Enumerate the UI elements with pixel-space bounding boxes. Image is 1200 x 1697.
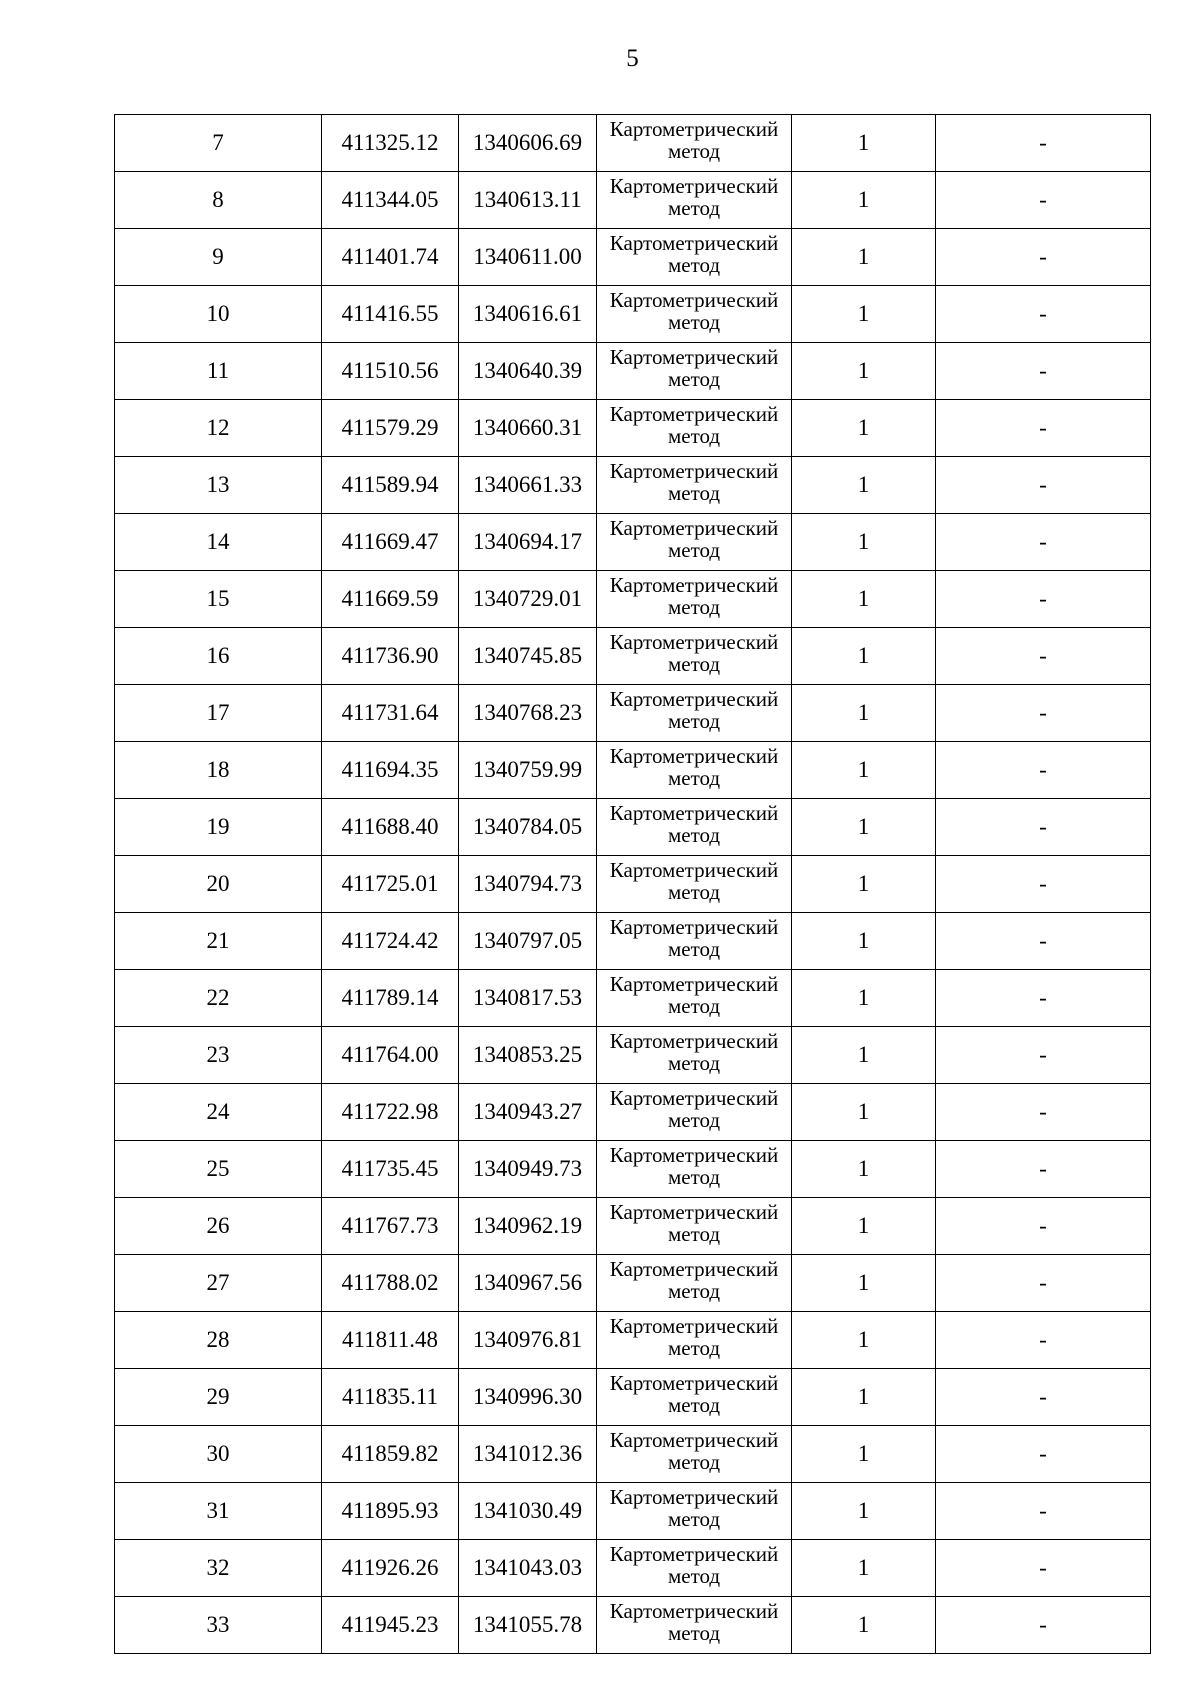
- x-coordinate-cell: 411731.64: [322, 685, 459, 742]
- method-line-2: метод: [667, 253, 721, 277]
- y-coordinate-cell: 1340613.11: [459, 172, 597, 229]
- point-number-cell: 19: [115, 799, 322, 856]
- x-coordinate-cell: 411694.35: [322, 742, 459, 799]
- x-coordinate-cell: 411589.94: [322, 457, 459, 514]
- note-cell: -: [936, 799, 1151, 856]
- method-cell: [597, 514, 792, 571]
- x-coordinate-cell: 411735.45: [322, 1141, 459, 1198]
- method-line-1: Картометрический: [609, 858, 779, 882]
- point-number-cell: 23: [115, 1027, 322, 1084]
- method-line-1: Картометрический: [609, 402, 779, 426]
- x-coordinate-cell: 411945.23: [322, 1597, 459, 1654]
- point-number-cell: 17: [115, 685, 322, 742]
- table-row: [115, 742, 1151, 799]
- method-cell: [597, 115, 792, 172]
- accuracy-cell: 1: [792, 628, 936, 685]
- point-number-cell: 12: [115, 400, 322, 457]
- point-number-cell: 15: [115, 571, 322, 628]
- point-number-cell: 31: [115, 1483, 322, 1540]
- point-number-cell: 21: [115, 913, 322, 970]
- method-line-1: Картометрический: [609, 915, 779, 939]
- point-number-cell: 11: [115, 343, 322, 400]
- note-cell: -: [936, 1540, 1151, 1597]
- table-row: [115, 229, 1151, 286]
- x-coordinate-cell: 411811.48: [322, 1312, 459, 1369]
- y-coordinate-cell: 1340797.05: [459, 913, 597, 970]
- method-line-1: Картометрический: [609, 345, 779, 369]
- y-coordinate-cell: 1340962.19: [459, 1198, 597, 1255]
- y-coordinate-cell: 1341055.78: [459, 1597, 597, 1654]
- note-cell: -: [936, 571, 1151, 628]
- point-number-cell: 9: [115, 229, 322, 286]
- note-cell: -: [936, 1141, 1151, 1198]
- method-line-2: метод: [667, 1279, 721, 1303]
- x-coordinate-cell: 411835.11: [322, 1369, 459, 1426]
- note-cell: -: [936, 1198, 1151, 1255]
- accuracy-cell: 1: [792, 343, 936, 400]
- method-line-2: метод: [667, 367, 721, 391]
- accuracy-cell: 1: [792, 1255, 936, 1312]
- table-row: [115, 1198, 1151, 1255]
- method-line-1: Картометрический: [609, 459, 779, 483]
- table-row: [115, 913, 1151, 970]
- accuracy-cell: 1: [792, 1198, 936, 1255]
- method-cell: [597, 571, 792, 628]
- method-cell: [597, 1027, 792, 1084]
- x-coordinate-cell: 411724.42: [322, 913, 459, 970]
- x-coordinate-cell: 411579.29: [322, 400, 459, 457]
- y-coordinate-cell: 1340949.73: [459, 1141, 597, 1198]
- table-row: [115, 115, 1151, 172]
- method-cell: [597, 457, 792, 514]
- point-number-cell: 33: [115, 1597, 322, 1654]
- table-row: [115, 1597, 1151, 1654]
- accuracy-cell: 1: [792, 1027, 936, 1084]
- point-number-cell: 26: [115, 1198, 322, 1255]
- point-number-cell: 14: [115, 514, 322, 571]
- point-number-cell: 16: [115, 628, 322, 685]
- table-row: [115, 400, 1151, 457]
- accuracy-cell: 1: [792, 115, 936, 172]
- table-body: [115, 115, 1151, 1654]
- note-cell: -: [936, 343, 1151, 400]
- method-line-2: метод: [667, 1507, 721, 1531]
- table-row: [115, 799, 1151, 856]
- method-line-1: Картометрический: [609, 1314, 779, 1338]
- method-cell: [597, 1312, 792, 1369]
- method-line-2: метод: [667, 1393, 721, 1417]
- point-number-cell: 8: [115, 172, 322, 229]
- method-cell: [597, 1084, 792, 1141]
- x-coordinate-cell: 411669.47: [322, 514, 459, 571]
- accuracy-cell: 1: [792, 1426, 936, 1483]
- method-line-1: Картометрический: [609, 744, 779, 768]
- point-number-cell: 24: [115, 1084, 322, 1141]
- note-cell: -: [936, 229, 1151, 286]
- y-coordinate-cell: 1341030.49: [459, 1483, 597, 1540]
- method-line-1: Картометрический: [609, 1371, 779, 1395]
- method-cell: [597, 1597, 792, 1654]
- table-row: [115, 856, 1151, 913]
- table-row: [115, 514, 1151, 571]
- method-line-2: метод: [667, 196, 721, 220]
- x-coordinate-cell: 411736.90: [322, 628, 459, 685]
- method-line-1: Картометрический: [609, 1029, 779, 1053]
- x-coordinate-cell: 411401.74: [322, 229, 459, 286]
- method-cell: [597, 685, 792, 742]
- method-line-1: Картометрический: [609, 573, 779, 597]
- y-coordinate-cell: 1341043.03: [459, 1540, 597, 1597]
- table-row: [115, 1483, 1151, 1540]
- note-cell: -: [936, 400, 1151, 457]
- x-coordinate-cell: 411725.01: [322, 856, 459, 913]
- note-cell: -: [936, 1483, 1151, 1540]
- method-line-1: Картометрический: [609, 1200, 779, 1224]
- note-cell: -: [936, 1027, 1151, 1084]
- method-line-1: Картометрический: [609, 801, 779, 825]
- point-number-cell: 22: [115, 970, 322, 1027]
- accuracy-cell: 1: [792, 1141, 936, 1198]
- note-cell: -: [936, 457, 1151, 514]
- method-cell: [597, 286, 792, 343]
- method-line-1: Картометрический: [609, 1257, 779, 1281]
- method-cell: [597, 1255, 792, 1312]
- method-line-2: метод: [667, 994, 721, 1018]
- table-row: [115, 172, 1151, 229]
- accuracy-cell: 1: [792, 172, 936, 229]
- accuracy-cell: 1: [792, 514, 936, 571]
- table-row: [115, 1369, 1151, 1426]
- x-coordinate-cell: 411325.12: [322, 115, 459, 172]
- y-coordinate-cell: 1340616.61: [459, 286, 597, 343]
- table-row: [115, 571, 1151, 628]
- accuracy-cell: 1: [792, 685, 936, 742]
- method-line-1: Картометрический: [609, 288, 779, 312]
- y-coordinate-cell: 1340853.25: [459, 1027, 597, 1084]
- x-coordinate-cell: 411510.56: [322, 343, 459, 400]
- accuracy-cell: 1: [792, 970, 936, 1027]
- coordinates-table: [114, 114, 1151, 1654]
- method-line-2: метод: [667, 1108, 721, 1132]
- method-line-2: метод: [667, 652, 721, 676]
- y-coordinate-cell: 1340606.69: [459, 115, 597, 172]
- accuracy-cell: 1: [792, 1483, 936, 1540]
- note-cell: -: [936, 514, 1151, 571]
- note-cell: -: [936, 856, 1151, 913]
- y-coordinate-cell: 1340817.53: [459, 970, 597, 1027]
- accuracy-cell: 1: [792, 1084, 936, 1141]
- method-cell: [597, 343, 792, 400]
- accuracy-cell: 1: [792, 913, 936, 970]
- table-row: [115, 1255, 1151, 1312]
- note-cell: -: [936, 1255, 1151, 1312]
- note-cell: -: [936, 172, 1151, 229]
- point-number-cell: 18: [115, 742, 322, 799]
- x-coordinate-cell: 411722.98: [322, 1084, 459, 1141]
- method-line-2: метод: [667, 937, 721, 961]
- x-coordinate-cell: 411926.26: [322, 1540, 459, 1597]
- accuracy-cell: 1: [792, 1312, 936, 1369]
- method-cell: [597, 1540, 792, 1597]
- note-cell: -: [936, 1597, 1151, 1654]
- table-row: [115, 628, 1151, 685]
- y-coordinate-cell: 1340729.01: [459, 571, 597, 628]
- method-line-1: Картометрический: [609, 1485, 779, 1509]
- accuracy-cell: 1: [792, 229, 936, 286]
- note-cell: -: [936, 1369, 1151, 1426]
- method-line-1: Картометрический: [609, 174, 779, 198]
- table-row: [115, 685, 1151, 742]
- method-cell: [597, 400, 792, 457]
- method-line-1: Картометрический: [609, 1428, 779, 1452]
- point-number-cell: 27: [115, 1255, 322, 1312]
- method-line-2: метод: [667, 481, 721, 505]
- accuracy-cell: 1: [792, 856, 936, 913]
- point-number-cell: 32: [115, 1540, 322, 1597]
- x-coordinate-cell: 411764.00: [322, 1027, 459, 1084]
- x-coordinate-cell: 411788.02: [322, 1255, 459, 1312]
- table-row: [115, 1084, 1151, 1141]
- method-cell: [597, 742, 792, 799]
- method-line-2: метод: [667, 766, 721, 790]
- method-line-1: Картометрический: [609, 1599, 779, 1623]
- method-cell: [597, 1426, 792, 1483]
- accuracy-cell: 1: [792, 286, 936, 343]
- table-row: [115, 343, 1151, 400]
- note-cell: -: [936, 742, 1151, 799]
- method-line-2: метод: [667, 1051, 721, 1075]
- accuracy-cell: 1: [792, 1369, 936, 1426]
- y-coordinate-cell: 1340784.05: [459, 799, 597, 856]
- method-cell: [597, 1483, 792, 1540]
- y-coordinate-cell: 1340967.56: [459, 1255, 597, 1312]
- y-coordinate-cell: 1340759.99: [459, 742, 597, 799]
- note-cell: -: [936, 1426, 1151, 1483]
- method-line-2: метод: [667, 1222, 721, 1246]
- method-line-1: Картометрический: [609, 972, 779, 996]
- method-line-2: метод: [667, 709, 721, 733]
- y-coordinate-cell: 1340745.85: [459, 628, 597, 685]
- table-row: [115, 1540, 1151, 1597]
- y-coordinate-cell: 1340640.39: [459, 343, 597, 400]
- method-cell: [597, 970, 792, 1027]
- point-number-cell: 7: [115, 115, 322, 172]
- accuracy-cell: 1: [792, 571, 936, 628]
- method-line-1: Картометрический: [609, 1086, 779, 1110]
- y-coordinate-cell: 1340694.17: [459, 514, 597, 571]
- method-cell: [597, 229, 792, 286]
- note-cell: -: [936, 970, 1151, 1027]
- accuracy-cell: 1: [792, 400, 936, 457]
- table-row: [115, 970, 1151, 1027]
- point-number-cell: 30: [115, 1426, 322, 1483]
- method-cell: [597, 1141, 792, 1198]
- x-coordinate-cell: 411344.05: [322, 172, 459, 229]
- page-number: 5: [626, 45, 639, 72]
- y-coordinate-cell: 1340794.73: [459, 856, 597, 913]
- method-cell: [597, 628, 792, 685]
- table-row: [115, 457, 1151, 514]
- table-row: [115, 286, 1151, 343]
- point-number-cell: 10: [115, 286, 322, 343]
- method-line-2: метод: [667, 1336, 721, 1360]
- y-coordinate-cell: 1341012.36: [459, 1426, 597, 1483]
- y-coordinate-cell: 1340996.30: [459, 1369, 597, 1426]
- x-coordinate-cell: 411895.93: [322, 1483, 459, 1540]
- x-coordinate-cell: 411416.55: [322, 286, 459, 343]
- method-line-1: Картометрический: [609, 516, 779, 540]
- method-line-2: метод: [667, 1450, 721, 1474]
- method-line-2: метод: [667, 1564, 721, 1588]
- accuracy-cell: 1: [792, 1597, 936, 1654]
- method-line-1: Картометрический: [609, 1542, 779, 1566]
- method-cell: [597, 172, 792, 229]
- method-line-2: метод: [667, 1165, 721, 1189]
- point-number-cell: 29: [115, 1369, 322, 1426]
- note-cell: -: [936, 115, 1151, 172]
- note-cell: -: [936, 685, 1151, 742]
- y-coordinate-cell: 1340661.33: [459, 457, 597, 514]
- accuracy-cell: 1: [792, 457, 936, 514]
- method-line-1: Картометрический: [609, 117, 779, 141]
- accuracy-cell: 1: [792, 742, 936, 799]
- method-line-2: метод: [667, 424, 721, 448]
- method-line-1: Картометрический: [609, 687, 779, 711]
- y-coordinate-cell: 1340660.31: [459, 400, 597, 457]
- method-line-2: метод: [667, 595, 721, 619]
- method-line-2: метод: [667, 310, 721, 334]
- method-cell: [597, 799, 792, 856]
- method-line-2: метод: [667, 823, 721, 847]
- note-cell: -: [936, 286, 1151, 343]
- method-line-2: метод: [667, 1621, 721, 1645]
- y-coordinate-cell: 1340768.23: [459, 685, 597, 742]
- note-cell: -: [936, 913, 1151, 970]
- point-number-cell: 25: [115, 1141, 322, 1198]
- table-row: [115, 1141, 1151, 1198]
- table-row: [115, 1426, 1151, 1483]
- method-line-2: метод: [667, 880, 721, 904]
- x-coordinate-cell: 411859.82: [322, 1426, 459, 1483]
- point-number-cell: 13: [115, 457, 322, 514]
- note-cell: -: [936, 1312, 1151, 1369]
- table-row: [115, 1312, 1151, 1369]
- method-line-2: метод: [667, 538, 721, 562]
- accuracy-cell: 1: [792, 799, 936, 856]
- method-line-1: Картометрический: [609, 231, 779, 255]
- x-coordinate-cell: 411789.14: [322, 970, 459, 1027]
- x-coordinate-cell: 411688.40: [322, 799, 459, 856]
- y-coordinate-cell: 1340611.00: [459, 229, 597, 286]
- method-cell: [597, 1369, 792, 1426]
- note-cell: -: [936, 628, 1151, 685]
- note-cell: -: [936, 1084, 1151, 1141]
- method-line-2: метод: [667, 139, 721, 163]
- method-line-1: Картометрический: [609, 630, 779, 654]
- table-row: [115, 1027, 1151, 1084]
- method-line-1: Картометрический: [609, 1143, 779, 1167]
- y-coordinate-cell: 1340976.81: [459, 1312, 597, 1369]
- point-number-cell: 20: [115, 856, 322, 913]
- accuracy-cell: 1: [792, 1540, 936, 1597]
- y-coordinate-cell: 1340943.27: [459, 1084, 597, 1141]
- point-number-cell: 28: [115, 1312, 322, 1369]
- method-cell: [597, 856, 792, 913]
- x-coordinate-cell: 411767.73: [322, 1198, 459, 1255]
- x-coordinate-cell: 411669.59: [322, 571, 459, 628]
- method-cell: [597, 913, 792, 970]
- method-cell: [597, 1198, 792, 1255]
